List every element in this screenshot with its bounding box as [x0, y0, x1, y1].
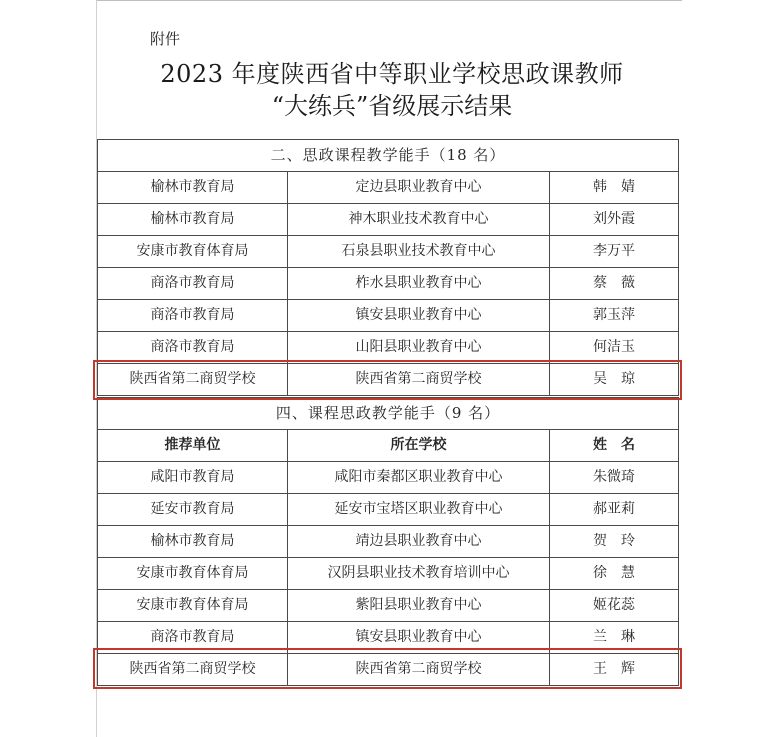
attachment-label: 附件 [150, 30, 181, 48]
name-cell: 王 辉 [550, 654, 679, 686]
unit-cell: 榆林市教育局 [98, 204, 288, 236]
section4-heading: 四、课程思政教学能手（9 名） [98, 398, 679, 430]
school-cell: 山阳县职业教育中心 [288, 332, 550, 364]
section4-table [97, 397, 679, 686]
top-rule [97, 0, 682, 1]
school-cell: 咸阳市秦都区职业教育中心 [288, 462, 550, 494]
unit-cell: 陕西省第二商贸学校 [98, 364, 288, 396]
name-cell: 刘外霞 [550, 204, 679, 236]
school-cell: 神木职业技术教育中心 [288, 204, 550, 236]
table-row [98, 172, 679, 204]
section2-heading-row [98, 140, 679, 172]
table-row [98, 268, 679, 300]
table-row [98, 558, 679, 590]
table-row [98, 462, 679, 494]
name-cell: 吴 琼 [550, 364, 679, 396]
name-cell: 郭玉萍 [550, 300, 679, 332]
name-cell: 兰 琳 [550, 622, 679, 654]
unit-cell: 咸阳市教育局 [98, 462, 288, 494]
document-title-line2: “大练兵”省级展示结果 [271, 92, 513, 120]
school-cell: 靖边县职业教育中心 [288, 526, 550, 558]
school-cell: 石泉县职业技术教育中心 [288, 236, 550, 268]
school-cell: 陕西省第二商贸学校 [288, 364, 550, 396]
column-header-row [98, 430, 679, 462]
name-cell: 郝亚莉 [550, 494, 679, 526]
unit-cell: 陕西省第二商贸学校 [98, 654, 288, 686]
column-header-name: 姓 名 [550, 430, 679, 462]
table-row [98, 300, 679, 332]
table-row [98, 622, 679, 654]
school-cell: 陕西省第二商贸学校 [288, 654, 550, 686]
unit-cell: 商洛市教育局 [98, 268, 288, 300]
table-row [98, 590, 679, 622]
school-cell: 定边县职业教育中心 [288, 172, 550, 204]
school-cell: 镇安县职业教育中心 [288, 622, 550, 654]
column-header-school: 所在学校 [288, 430, 550, 462]
unit-cell: 商洛市教育局 [98, 622, 288, 654]
name-cell: 朱微琦 [550, 462, 679, 494]
table-row [98, 204, 679, 236]
table-row-highlighted [98, 364, 679, 396]
school-cell: 镇安县职业教育中心 [288, 300, 550, 332]
unit-cell: 安康市教育体育局 [98, 558, 288, 590]
name-cell: 贺 玲 [550, 526, 679, 558]
unit-cell: 安康市教育体育局 [98, 236, 288, 268]
name-cell: 李万平 [550, 236, 679, 268]
school-cell: 柞水县职业教育中心 [288, 268, 550, 300]
unit-cell: 榆林市教育局 [98, 526, 288, 558]
name-cell: 韩 婧 [550, 172, 679, 204]
table-row [98, 494, 679, 526]
table-row [98, 236, 679, 268]
unit-cell: 安康市教育体育局 [98, 590, 288, 622]
name-cell: 蔡 薇 [550, 268, 679, 300]
unit-cell: 商洛市教育局 [98, 332, 288, 364]
section4-heading-row [98, 398, 679, 430]
name-cell: 姬花蕊 [550, 590, 679, 622]
name-cell: 何洁玉 [550, 332, 679, 364]
column-header-unit: 推荐单位 [98, 430, 288, 462]
unit-cell: 榆林市教育局 [98, 172, 288, 204]
unit-cell: 商洛市教育局 [98, 300, 288, 332]
document-title-line1: 2023 年度陕西省中等职业学校思政课教师 [160, 60, 624, 88]
section2-heading: 二、思政课程教学能手（18 名） [98, 140, 679, 172]
unit-cell: 延安市教育局 [98, 494, 288, 526]
section2-table [97, 139, 679, 396]
table-row-highlighted [98, 654, 679, 686]
school-cell: 汉阴县职业技术教育培训中心 [288, 558, 550, 590]
table-row [98, 526, 679, 558]
school-cell: 延安市宝塔区职业教育中心 [288, 494, 550, 526]
school-cell: 紫阳县职业教育中心 [288, 590, 550, 622]
table-row [98, 332, 679, 364]
name-cell: 徐 慧 [550, 558, 679, 590]
